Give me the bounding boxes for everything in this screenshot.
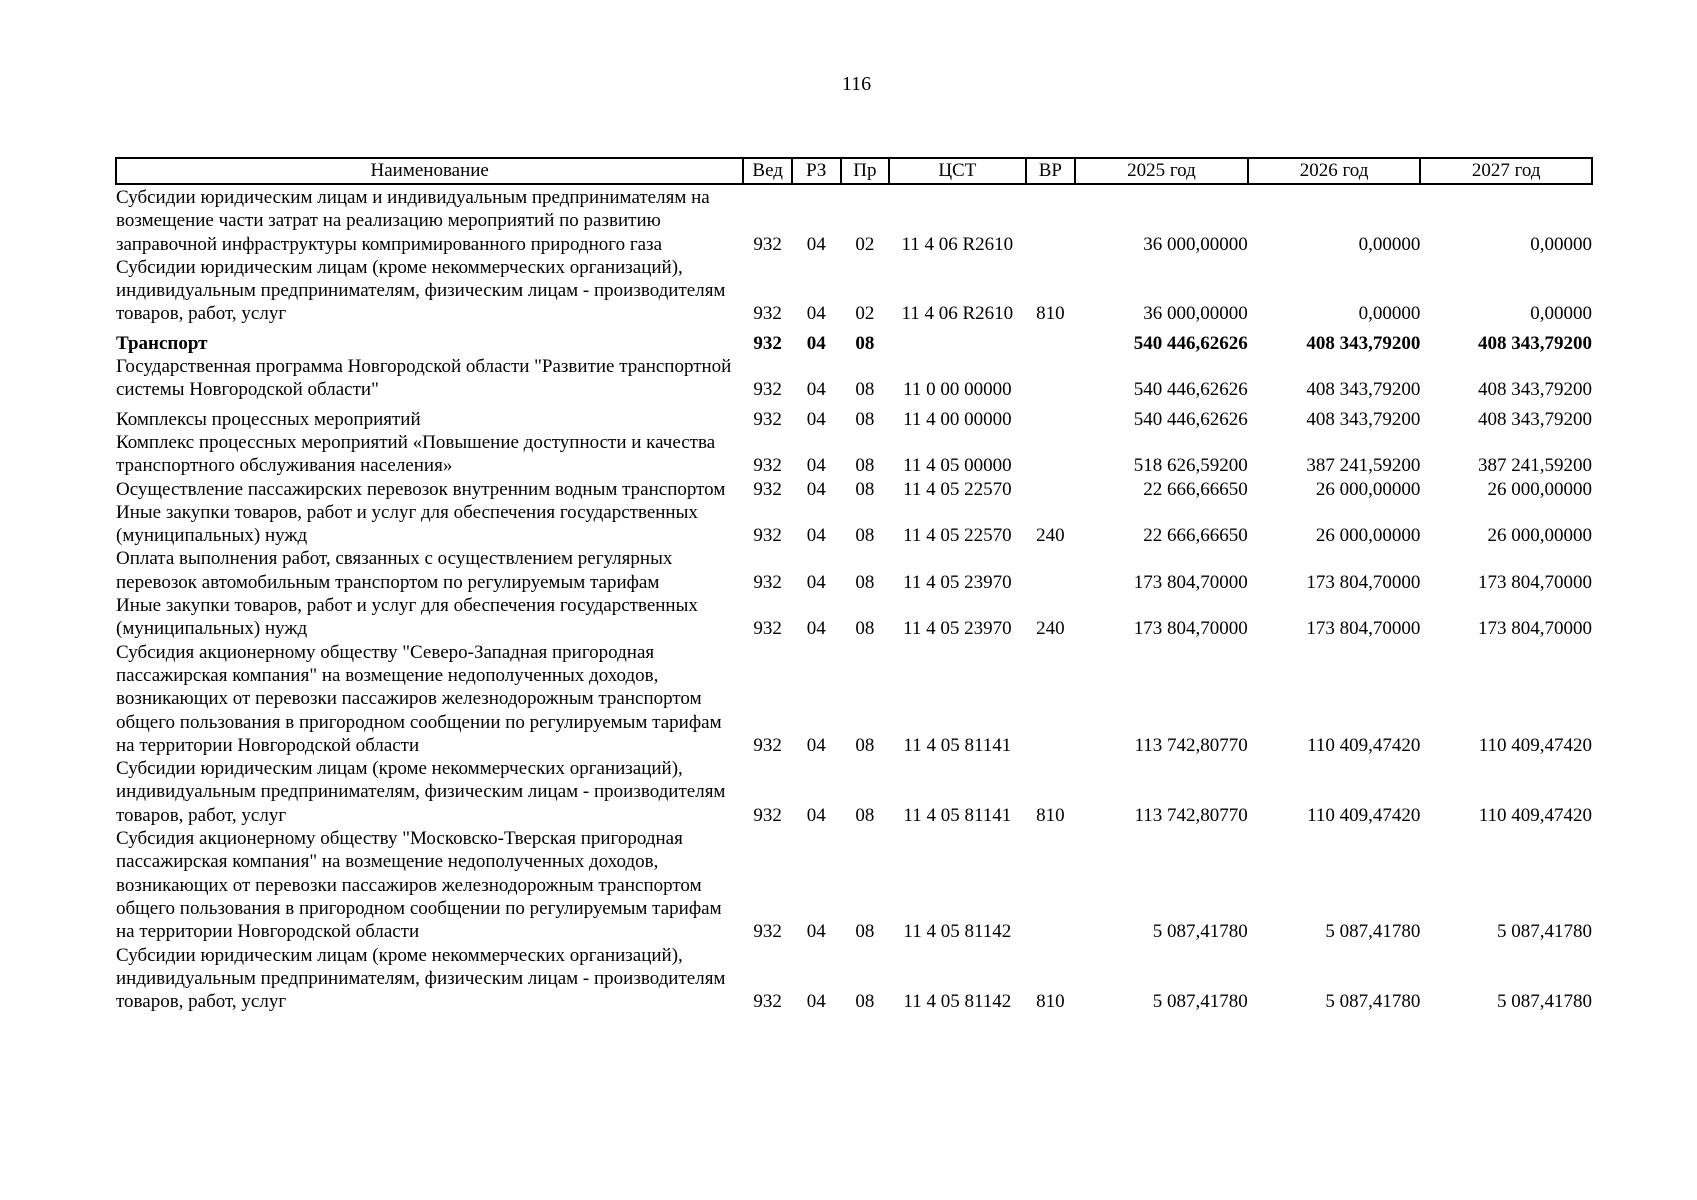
row-2025: 5 087,41780 bbox=[1152, 921, 1248, 943]
row-rz: 04 bbox=[806, 478, 826, 500]
row-ved: 932 bbox=[753, 571, 782, 593]
row-ved: 932 bbox=[753, 804, 782, 826]
table-row bbox=[116, 641, 1592, 757]
header-2025: 2025 год bbox=[1075, 158, 1248, 184]
table-row bbox=[116, 256, 1592, 326]
row-cst: 11 4 05 81141 bbox=[903, 734, 1012, 756]
row-vr bbox=[1026, 827, 1076, 943]
row-vr bbox=[1026, 326, 1076, 355]
row-name: Субсидии юридическим лицам (кроме некоммерческих организаций), индивидуальным предпринимателям, физическим лицам - производителям товаров, работ, услуг bbox=[116, 256, 726, 325]
row-vr: 240 bbox=[1036, 525, 1065, 547]
table-row bbox=[116, 431, 1592, 478]
row-cst: 11 4 06 R2610 bbox=[901, 233, 1014, 255]
row-name: Иные закупки товаров, работ и услуг для обеспечения государственных (муниципальных) нужд bbox=[116, 501, 698, 547]
row-vr bbox=[1026, 402, 1076, 431]
header-rz: РЗ bbox=[792, 158, 841, 184]
header-vr: ВР bbox=[1026, 158, 1076, 184]
row-ved: 932 bbox=[753, 233, 782, 255]
row-ved: 932 bbox=[753, 408, 782, 430]
row-name: Иные закупки товаров, работ и услуг для обеспечения государственных (муниципальных) нужд bbox=[116, 595, 698, 640]
budget-table bbox=[115, 157, 1593, 1013]
row-2027: 0,00000 bbox=[1530, 233, 1592, 255]
row-pr: 08 bbox=[855, 804, 875, 826]
row-2027: 173 804,70000 bbox=[1478, 618, 1592, 640]
row-ved: 932 bbox=[753, 734, 782, 756]
row-ved: 932 bbox=[753, 379, 782, 401]
row-name: Комплекс процессных мероприятий «Повышение доступности и качества транспортного обслуживания населения» bbox=[116, 431, 716, 477]
row-name: Субсидии юридическим лицам (кроме некоммерческих организаций), индивидуальным предпринимателям, физическим лицам - производителям товаров, работ, услуг bbox=[116, 944, 726, 1013]
row-ved: 932 bbox=[753, 525, 782, 547]
row-2025: 113 742,80770 bbox=[1134, 734, 1248, 756]
table-row bbox=[116, 355, 1592, 402]
table-row bbox=[116, 547, 1592, 594]
row-2025: 173 804,70000 bbox=[1133, 618, 1248, 640]
row-2026: 26 000,00000 bbox=[1315, 525, 1421, 547]
row-rz: 04 bbox=[806, 804, 826, 826]
row-2025: 518 626,59200 bbox=[1133, 455, 1248, 477]
row-2026: 5 087,41780 bbox=[1325, 991, 1421, 1013]
row-2027: 5 087,41780 bbox=[1497, 921, 1592, 943]
row-2027: 387 241,59200 bbox=[1478, 455, 1592, 477]
row-pr: 02 bbox=[855, 233, 875, 255]
row-ved: 932 bbox=[753, 303, 782, 325]
row-2026: 110 409,47420 bbox=[1307, 734, 1421, 756]
row-rz: 04 bbox=[806, 233, 826, 255]
row-rz: 04 bbox=[806, 455, 826, 477]
row-2026: 0,00000 bbox=[1358, 233, 1421, 255]
row-2025: 173 804,70000 bbox=[1133, 571, 1248, 593]
row-2027: 26 000,00000 bbox=[1487, 478, 1592, 500]
row-2026: 173 804,70000 bbox=[1306, 618, 1421, 640]
row-name: Осуществление пассажирских перевозок внутренним водным транспортом bbox=[116, 478, 726, 500]
row-rz: 04 bbox=[806, 408, 826, 430]
row-2026: 0,00000 bbox=[1358, 303, 1421, 325]
row-cst: 11 4 05 22570 bbox=[903, 525, 1012, 547]
row-pr: 08 bbox=[855, 991, 875, 1013]
header-ved: Вед bbox=[743, 158, 792, 184]
header-pr: Пр bbox=[841, 158, 890, 184]
row-rz: 04 bbox=[806, 332, 826, 354]
header-2027: 2027 год bbox=[1420, 158, 1592, 184]
row-2027: 173 804,70000 bbox=[1478, 571, 1592, 593]
row-2025: 540 446,62626 bbox=[1133, 408, 1248, 430]
row-vr bbox=[1026, 547, 1076, 594]
row-2027: 110 409,47420 bbox=[1478, 804, 1592, 826]
row-ved: 932 bbox=[753, 478, 782, 500]
row-cst: 11 4 00 00000 bbox=[903, 408, 1012, 430]
row-vr: 240 bbox=[1036, 618, 1065, 640]
row-pr: 08 bbox=[855, 734, 875, 756]
row-pr: 08 bbox=[855, 525, 875, 547]
row-pr: 08 bbox=[855, 921, 875, 943]
row-2025: 113 742,80770 bbox=[1134, 804, 1248, 826]
row-cst bbox=[889, 326, 1025, 355]
row-rz: 04 bbox=[806, 525, 826, 547]
row-2026: 26 000,00000 bbox=[1315, 478, 1421, 500]
row-2026: 110 409,47420 bbox=[1307, 804, 1421, 826]
row-rz: 04 bbox=[806, 303, 826, 325]
row-2027: 408 343,79200 bbox=[1478, 408, 1592, 430]
row-vr bbox=[1026, 478, 1076, 501]
row-name: Комплексы процессных мероприятий bbox=[116, 408, 421, 430]
row-vr bbox=[1026, 355, 1076, 402]
row-2026: 173 804,70000 bbox=[1306, 571, 1421, 593]
row-vr: 810 bbox=[1036, 991, 1065, 1013]
row-2026: 408 343,79200 bbox=[1306, 408, 1421, 430]
row-name: Субсидия акционерному обществу "Московско-Тверская пригородная пассажирская компания" на возмещение недополученных доходов, возникающих от перевозки пассажиров железнодорожным транспортом общего пользования в пригородном сообщении по регулируемым тарифам на территории Новгородской области bbox=[116, 828, 722, 943]
row-cst: 11 4 05 81142 bbox=[903, 921, 1012, 943]
row-cst: 11 4 05 81142 bbox=[903, 991, 1012, 1013]
row-2026: 408 343,79200 bbox=[1306, 379, 1421, 401]
row-rz: 04 bbox=[806, 618, 826, 640]
table-row-section-total bbox=[116, 326, 1592, 355]
header-row bbox=[116, 158, 1592, 184]
row-2025: 540 446,62626 bbox=[1133, 332, 1248, 354]
row-vr bbox=[1026, 184, 1076, 256]
row-cst: 11 0 00 00000 bbox=[903, 379, 1012, 401]
row-2027: 0,00000 bbox=[1530, 303, 1592, 325]
header-name: Наименование bbox=[116, 158, 743, 184]
row-2025: 22 666,66650 bbox=[1143, 525, 1248, 547]
row-2027: 408 343,79200 bbox=[1478, 332, 1592, 354]
row-pr: 08 bbox=[855, 571, 875, 593]
row-cst: 11 4 05 81141 bbox=[903, 804, 1012, 826]
table-row bbox=[116, 402, 1592, 431]
table-row bbox=[116, 184, 1592, 256]
header-2026: 2026 год bbox=[1248, 158, 1421, 184]
row-cst: 11 4 05 00000 bbox=[903, 455, 1012, 477]
row-pr: 08 bbox=[855, 379, 875, 401]
row-name: Субсидии юридическим лицам (кроме некоммерческих организаций), индивидуальным предпринимателям, физическим лицам - производителям товаров, работ, услуг bbox=[116, 758, 726, 826]
table-row bbox=[116, 944, 1592, 1014]
row-ved: 932 bbox=[753, 455, 782, 477]
row-cst: 11 4 05 23970 bbox=[903, 571, 1012, 593]
row-2026: 5 087,41780 bbox=[1325, 921, 1421, 943]
row-name: Государственная программа Новгородской области "Развитие транспортной системы Новгородской области" bbox=[116, 356, 732, 401]
row-cst: 11 4 05 23970 bbox=[903, 618, 1012, 640]
row-vr bbox=[1026, 641, 1076, 757]
row-2027: 5 087,41780 bbox=[1497, 991, 1592, 1013]
row-2025: 540 446,62626 bbox=[1133, 379, 1248, 401]
row-pr: 02 bbox=[855, 303, 875, 325]
row-pr: 08 bbox=[855, 455, 875, 477]
table-row bbox=[116, 594, 1592, 641]
row-2026: 408 343,79200 bbox=[1306, 332, 1421, 354]
table-body bbox=[116, 184, 1592, 1013]
row-pr: 08 bbox=[855, 408, 875, 430]
row-2025: 36 000,00000 bbox=[1143, 303, 1248, 325]
header-cst: ЦСТ bbox=[889, 158, 1025, 184]
row-vr: 810 bbox=[1036, 303, 1065, 325]
row-2027: 408 343,79200 bbox=[1478, 379, 1592, 401]
row-name: Оплата выполнения работ, связанных с осуществлением регулярных перевозок автомобильным транспортом по регулируемым тарифам bbox=[116, 548, 673, 593]
row-vr bbox=[1026, 431, 1076, 478]
table-row bbox=[116, 501, 1592, 548]
row-rz: 04 bbox=[806, 379, 826, 401]
row-2026: 387 241,59200 bbox=[1306, 455, 1421, 477]
row-cst: 11 4 06 R2610 bbox=[901, 303, 1014, 325]
row-rz: 04 bbox=[806, 921, 826, 943]
row-rz: 04 bbox=[806, 734, 826, 756]
row-pr: 08 bbox=[855, 478, 875, 500]
row-ved: 932 bbox=[753, 618, 782, 640]
row-2025: 5 087,41780 bbox=[1152, 991, 1248, 1013]
page-number: 116 bbox=[841, 73, 872, 95]
row-name: Субсидия акционерному обществу "Северо-Западная пригородная пассажирская компания" на возмещение недополученных доходов, возникающих от перевозки пассажиров железнодорожным транспортом общего пользования в пригородном сообщении по регулируемым тарифам на территории Новгородской области bbox=[116, 641, 722, 756]
row-ved: 932 bbox=[753, 991, 782, 1013]
row-ved: 932 bbox=[753, 921, 782, 943]
row-rz: 04 bbox=[806, 571, 826, 593]
row-pr: 08 bbox=[855, 618, 875, 640]
row-rz: 04 bbox=[806, 991, 826, 1013]
table-row bbox=[116, 827, 1592, 943]
row-2025: 36 000,00000 bbox=[1143, 233, 1248, 255]
table-header bbox=[116, 158, 1592, 184]
row-2025: 22 666,66650 bbox=[1143, 478, 1248, 500]
row-cst: 11 4 05 22570 bbox=[903, 478, 1012, 500]
table-row bbox=[116, 478, 1592, 501]
row-pr: 08 bbox=[855, 332, 875, 354]
row-2027: 26 000,00000 bbox=[1487, 525, 1592, 547]
row-vr: 810 bbox=[1036, 804, 1065, 826]
table-row bbox=[116, 757, 1592, 827]
row-name: Транспорт bbox=[116, 332, 208, 354]
row-name: Субсидии юридическим лицам и индивидуальным предпринимателям на возмещение части затрат на реализацию мероприятий по развитию заправочной инфраструктуры компримированного природного газа bbox=[116, 187, 710, 255]
row-ved: 932 bbox=[753, 332, 782, 354]
row-2027: 110 409,47420 bbox=[1478, 734, 1592, 756]
